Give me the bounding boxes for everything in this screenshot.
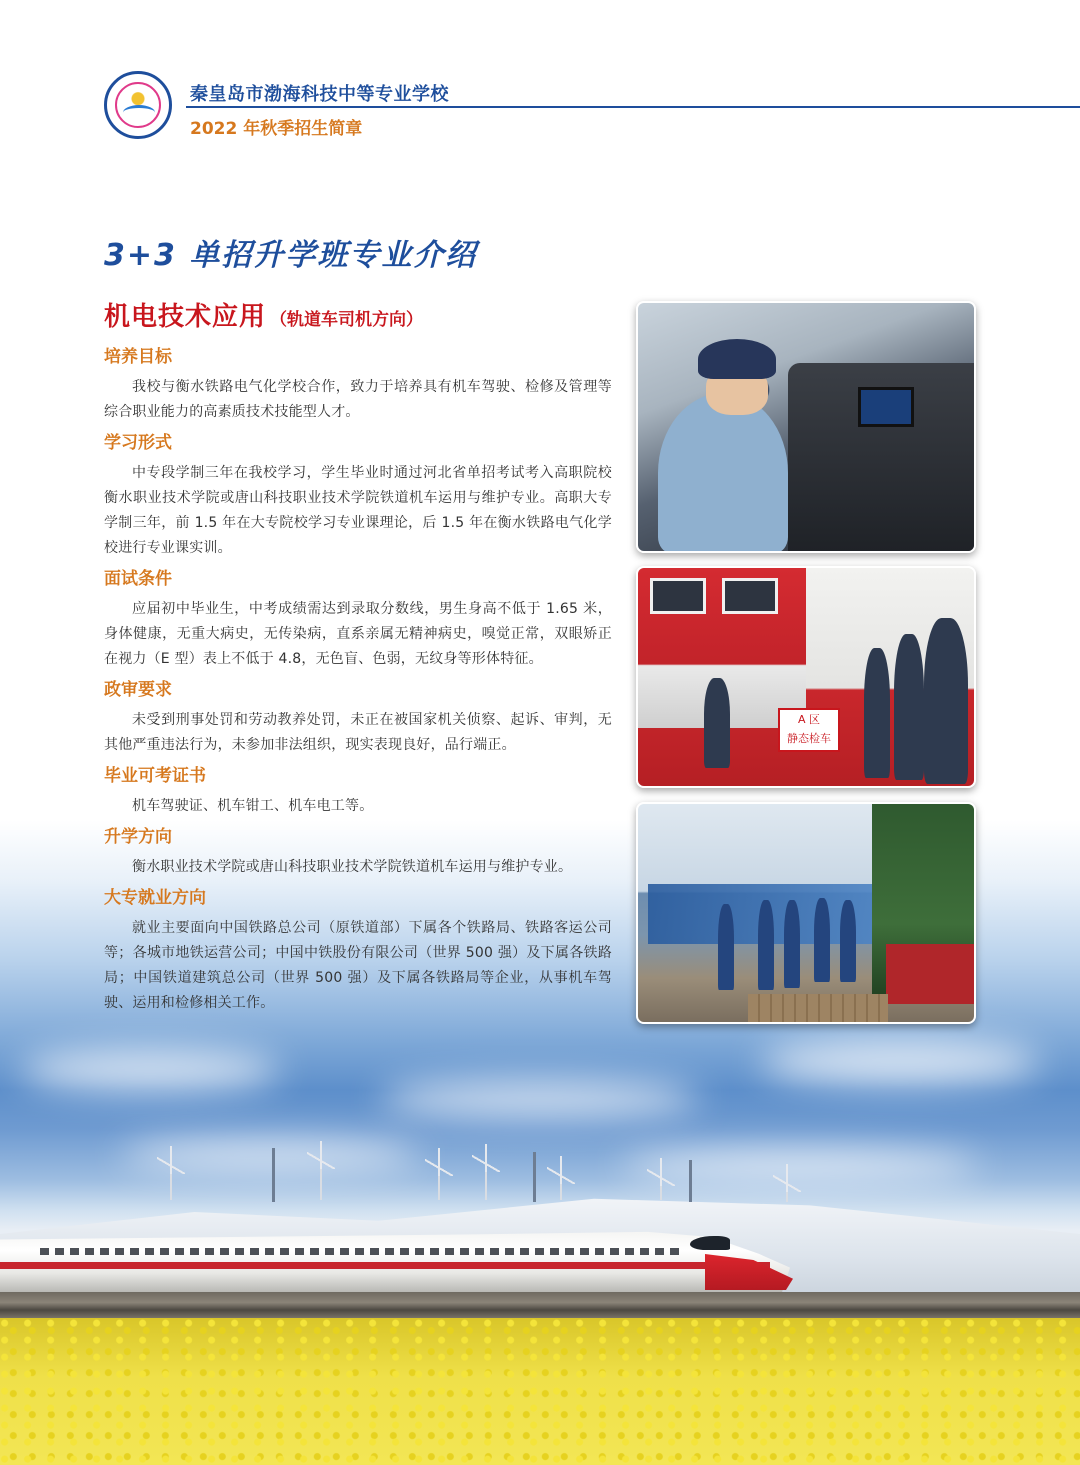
train-windows xyxy=(40,1248,680,1255)
section-training-goal xyxy=(104,346,612,425)
logo-emblem-icon xyxy=(115,82,161,128)
section-heading: 面试条件 xyxy=(104,569,172,589)
brochure-year: 2022 年秋季招生简章 xyxy=(190,119,363,139)
cloud xyxy=(20,1050,280,1090)
locomotive-window xyxy=(722,578,778,614)
wind-turbine-icon xyxy=(320,1155,322,1200)
section-body: 机车驾驶证、机车钳工、机车电工等。 xyxy=(132,798,374,814)
section-study-format xyxy=(104,432,612,561)
trainee-figure xyxy=(784,900,800,988)
worker-figure xyxy=(704,678,730,768)
trainee-figure xyxy=(814,898,830,982)
section-body: 衡水职业技术学院或唐山科技职业技术学院铁道机车运用与维护专业。 xyxy=(132,859,573,875)
section-heading: 升学方向 xyxy=(104,827,172,847)
page-title: 3+3 单招升学班专业介绍 xyxy=(104,238,478,273)
section-heading: 毕业可考证书 xyxy=(104,766,206,786)
wind-turbine-icon xyxy=(485,1158,487,1200)
photo-outdoor-training xyxy=(636,802,976,1024)
major-title xyxy=(104,296,423,333)
wind-turbine-icon xyxy=(786,1178,788,1202)
school-name: 秦皇岛市渤海科技中等专业学校 xyxy=(190,84,449,105)
wind-turbine-icon xyxy=(560,1170,562,1200)
major-subtitle: （轨道车司机方向） xyxy=(270,310,424,330)
worker-figure xyxy=(894,634,924,780)
section-heading: 大专就业方向 xyxy=(104,888,206,908)
section-heading: 培养目标 xyxy=(104,347,172,367)
section-body: 中专段学制三年在我校学习，学生毕业时通过河北省单招考试考入高职院校衡水职业技术学院或唐山科技职业技术学院铁道机车运用与维护专业。高职大专学制三年，前 1.5 年在大专院校学习专业课理论，后 1.5 年在衡水铁路电气化学校进行专业课实训。 xyxy=(104,465,612,556)
section-body: 就业主要面向中国铁路总公司（原铁道部）下属各个铁路局、铁路客运公司等；各城市地铁运营公司；中国中铁股份有限公司（世界 500 强）及下属各铁路局；中国铁道建筑总公司（世界 500 强）及下属各铁路局等企业，从事机车驾驶、运用和检修相关工作。 xyxy=(104,920,612,1011)
wooden-deck xyxy=(748,994,888,1024)
major-name: 机电技术应用 xyxy=(104,302,267,332)
trainee-figure xyxy=(758,900,774,990)
driver-figure xyxy=(658,393,788,553)
section-list xyxy=(104,346,612,1023)
section-body: 我校与衡水铁路电气化学校合作，致力于培养具有机车驾驶、检修及管理等综合职业能力的高素质技术技能型人才。 xyxy=(104,379,612,420)
header-divider xyxy=(186,106,1080,108)
wind-turbine-icon xyxy=(438,1162,440,1200)
section-body: 未受到刑事处罚和劳动教养处罚，未正在被国家机关侦察、起诉、审判，无其他严重违法行为，未参加非法组织，现实表现良好，品行端正。 xyxy=(104,712,612,753)
worker-figure xyxy=(864,648,890,778)
photo-locomotive-cab xyxy=(636,301,976,553)
section-heading: 政审要求 xyxy=(104,680,172,700)
inspection-zone-sign xyxy=(778,708,840,752)
sign-line-1: A 区 xyxy=(797,713,821,726)
rapeseed-field xyxy=(0,1318,1080,1465)
pylon-icon xyxy=(533,1152,536,1202)
section-employment xyxy=(104,887,612,1016)
driver-cap xyxy=(698,339,776,379)
locomotive-coupler xyxy=(886,944,976,1004)
sign-line-2: 静态检车 xyxy=(787,732,831,745)
pylon-icon xyxy=(272,1148,275,1202)
cloud xyxy=(760,1040,1040,1084)
school-logo xyxy=(104,71,172,139)
wind-turbine-icon xyxy=(170,1160,172,1200)
train-red-stripe xyxy=(0,1262,770,1269)
locomotive-window xyxy=(650,578,706,614)
cab-screen xyxy=(858,387,914,427)
section-further-study xyxy=(104,826,612,880)
wind-turbine-icon xyxy=(660,1172,662,1200)
trainee-figure xyxy=(840,900,856,982)
trainee-figure xyxy=(718,904,734,990)
section-body: 应届初中毕业生，中考成绩需达到录取分数线，男生身高不低于 1.65 米，身体健康，无重大病史，无传染病，直系亲属无精神病史，嗅觉正常，双眼矫正在视力（E 型）表上不低于 4.8，无色盲、色弱，无纹身等形体特征。 xyxy=(104,601,612,667)
section-background-check xyxy=(104,679,612,758)
section-interview-requirements xyxy=(104,568,612,672)
worker-figure xyxy=(924,618,968,784)
train-cab-window xyxy=(690,1236,730,1250)
pylon-icon xyxy=(689,1160,692,1202)
section-certificates xyxy=(104,765,612,819)
photo-static-inspection xyxy=(636,566,976,788)
section-heading: 学习形式 xyxy=(104,433,172,453)
cloud xyxy=(380,1080,700,1116)
